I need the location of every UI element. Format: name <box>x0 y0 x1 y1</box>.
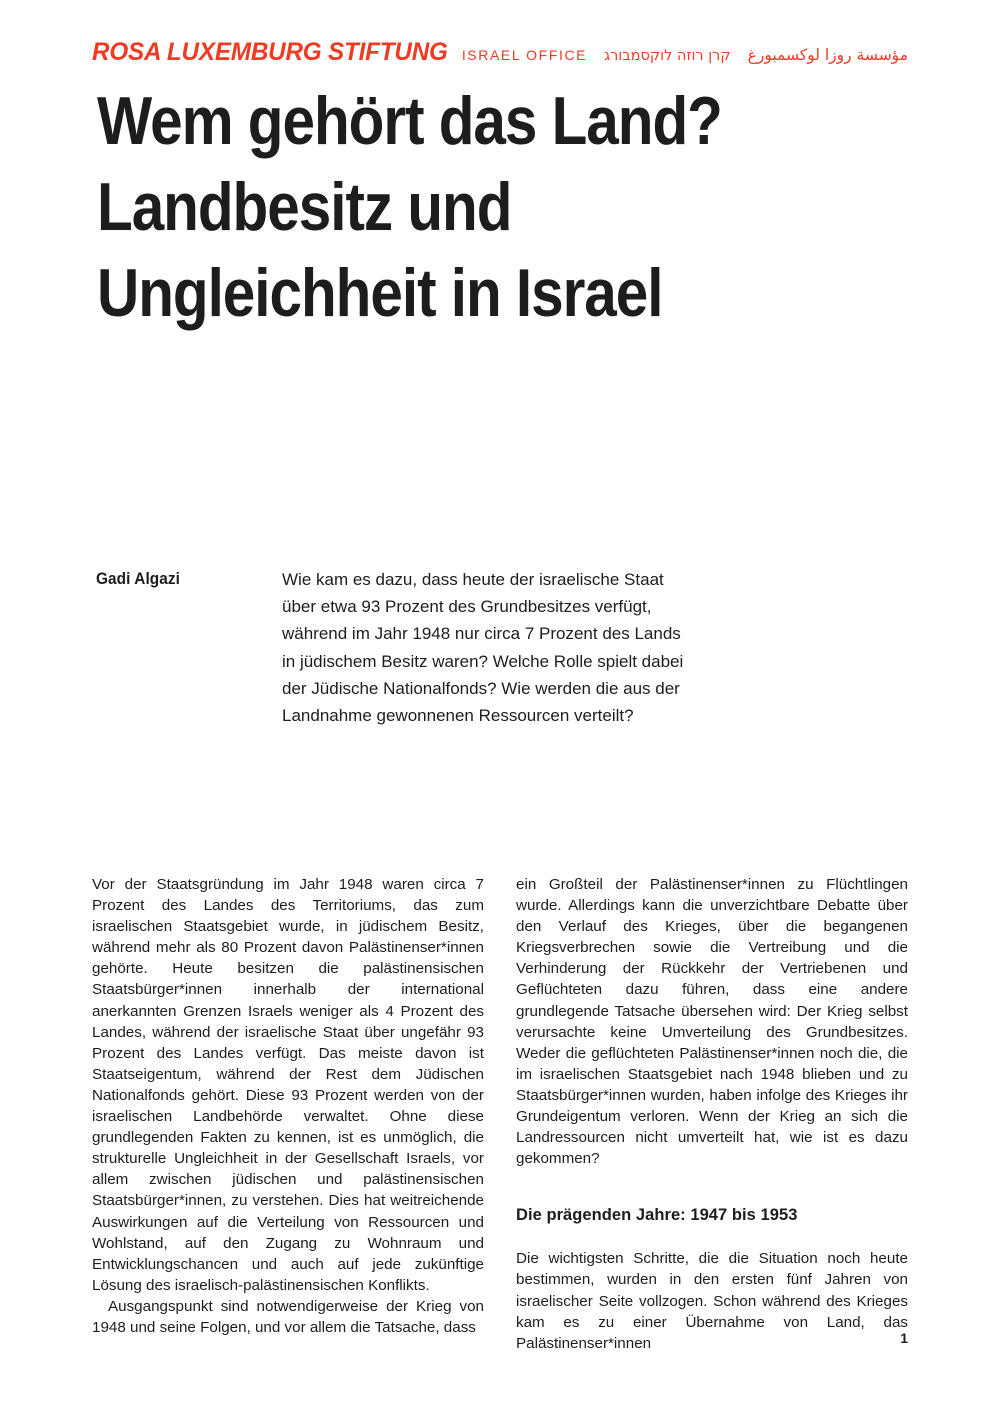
abstract-text: Wie kam es dazu, dass heute der israelische Staat über etwa 93 Prozent des Grundbesitzes verfügt, während im Jahr 1948 nur circa 7 Prozent des Lands in jüdischem Besitz waren? Welche Rolle spielt dabei der Jüdische Nationalfonds? Wie werden die aus der Landnahme gewonnenen Ressourcen verteilt? <box>282 570 684 726</box>
right-paragraph-2: Die wichtigsten Schritte, die die Situation noch heute bestimmen, wurden in den ersten fünf Jahren von israelischer Seite vollzogen. Schon während des Krieges kam es zu einer Übernahme von Land, das Palästinenser*innen <box>516 1250 908 1352</box>
body-columns <box>92 874 908 1354</box>
right-paragraph-1: ein Großteil der Palästinenser*innen zu Flüchtlingen wurde. Allerdings kann die unverzichtbare Debatte über den Verlauf des Krieges, über die begangenen Kriegsverbrechen sowie die Vertreibung und die Verhinderung der Rückkehr der Vertriebenen und Geflüchteten dazu führen, dass eine andere grundlegende Tatsache übersehen wird: Der Krieg selbst verursachte keine Umverteilung des Grundbesitzes. Weder die geflüchteten Palästinenser*innen noch die, die im israelischen Staatsgebiet nach 1948 blieben und zu Staatsbürger*innen wurden, haben infolge des Krieges ihr Grundeigentum verloren. Wenn der Krieg an sich die Landressourcen nicht umverteilt hat, wie ist es dazu gekommen? <box>516 876 908 1168</box>
author-name: Gadi Algazi <box>96 570 181 588</box>
title-line-3: Ungleichheit in Israel <box>97 255 663 331</box>
section-heading: Die prägenden Jahre: 1947 bis 1953 <box>516 1206 798 1225</box>
rosa-luxemburg-stiftung-logo: ROSA LUXEMBURG STIFTUNG <box>92 38 448 66</box>
office-name-hebrew: קרן רוזה לוקסמבורג <box>604 48 731 64</box>
right-column <box>516 874 908 1354</box>
office-language-group <box>462 46 908 64</box>
left-column <box>92 874 484 1354</box>
office-name-latin: ISRAEL OFFICE <box>461 47 588 63</box>
left-paragraph-1: Vor der Staatsgründung im Jahr 1948 waren circa 7 Prozent des Landes des Territoriums, das zum israelischen Staatsgebiet wurde, in jüdischem Besitz, während mehr als 80 Prozent davon Palästinenser*innen gehörte. Heute besitzen die palästinensischen Staatsbürger*innen innerhalb der international anerkannten Grenzen Israels weniger als 4 Prozent des Landes, während der israelische Staat über ungefähr 93 Prozent des Landes verfügt. Das meiste davon ist Staatseigentum, während der Rest dem Jüdischen Nationalfonds gehört. Diese 93 Prozent werden von der israelischen Landbehörde verwaltet. Ohne diese grundlegenden Fakten zu kennen, ist es unmöglich, die strukturelle Ungleichheit in der Gesellschaft Israels, vor allem zwischen jüdischen und palästinensischen Staatsbürger*innen, zu verstehen. Dies hat weitreichende Auswirkungen auf die Verteilung von Ressourcen und Wohlstand, auf den Zugang zu Wohnraum und Entwicklungschancen und auch auf jede zukünftige Lösung des israelisch-palästinensischen Konflikts. <box>92 876 484 1294</box>
left-paragraph-2: Ausgangspunkt sind notwendigerweise der Krieg von 1948 und seine Folgen, und vor allem die Tatsache, dass <box>92 1297 484 1336</box>
title-line-2: Landbesitz und <box>97 169 512 245</box>
page-title <box>97 78 917 336</box>
page-number: 1 <box>900 1330 908 1346</box>
publication-header <box>92 38 908 67</box>
title-line-1: Wem gehört das Land? <box>97 83 722 159</box>
office-name-arabic: مؤسسة روزا لوكسمبورغ <box>747 46 908 64</box>
